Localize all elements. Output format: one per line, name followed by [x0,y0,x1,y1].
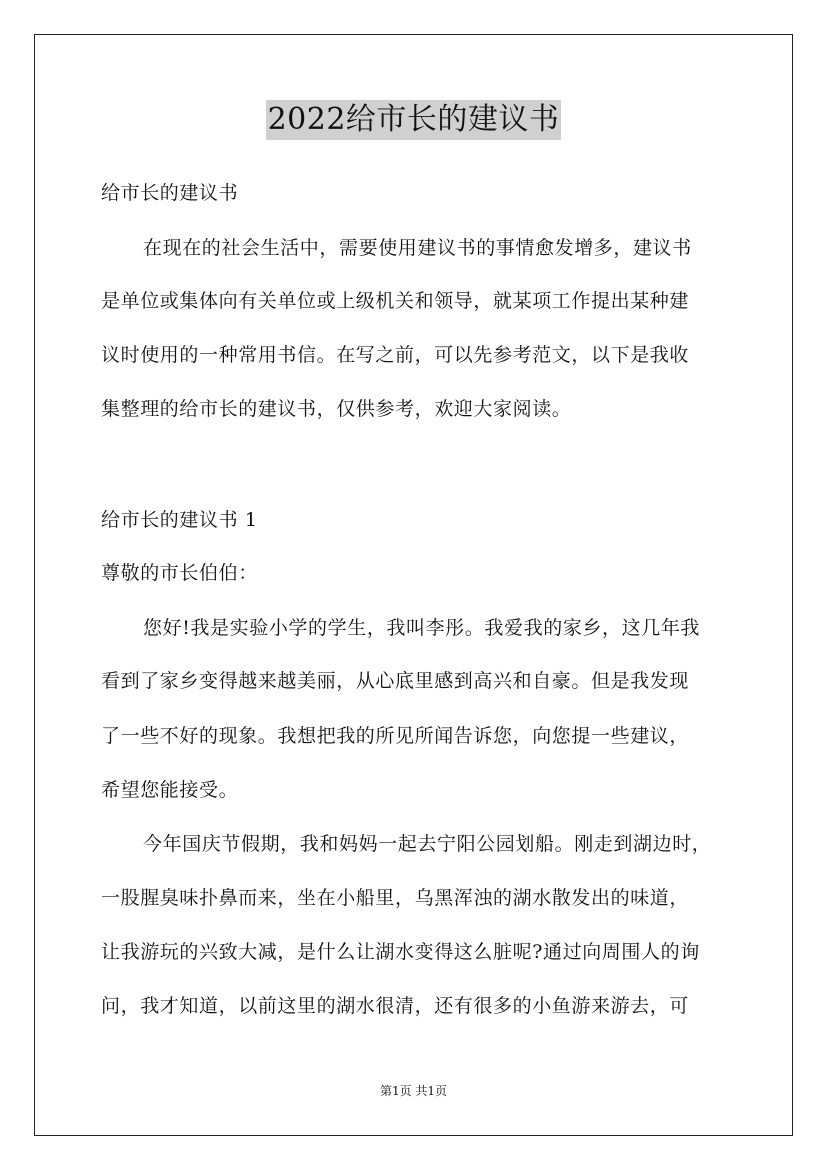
paragraph-line: 让我游玩的兴致大减，是什么让湖水变得这么脏呢?通过向周围人的询 [101,941,700,963]
document-title: 2022给市长的建议书 [266,100,562,140]
page-number-footer: 第1页 共1页 [379,1084,448,1098]
section-heading: 给市长的建议书 1 [101,509,258,531]
paragraph-line: 是单位或集体向有关单位或上级机关和领导，就某项工作提出某种建 [101,290,690,312]
paragraph-line: 今年国庆节假期，我和妈妈一起去宁阳公园划船。刚走到湖边时， [143,833,712,855]
paragraph-line: 一股腥臭味扑鼻而来，坐在小船里，乌黑浑浊的湖水散发出的味道， [101,887,690,909]
paragraph-line: 集整理的给市长的建议书，仅供参考，欢迎大家阅读。 [101,398,572,420]
paragraph-line: 问，我才知道，以前这里的湖水很清，还有很多的小鱼游来游去，可 [101,995,690,1017]
paragraph-line: 看到了家乡变得越来越美丽，从心底里感到高兴和自豪。但是我发现 [101,670,690,692]
subtitle-line: 给市长的建议书 [101,182,239,204]
paragraph-line: 了一些不好的现象。我想把我的所见所闻告诉您，向您提一些建议， [101,725,690,747]
salutation: 尊敬的市长伯伯： [101,562,258,584]
paragraph-line: 在现在的社会生活中，需要使用建议书的事情愈发增多，建议书 [143,237,692,259]
title-container [0,100,827,140]
paragraph-line: 您好!我是实验小学的学生，我叫李彤。我爱我的家乡，这几年我 [143,617,701,639]
paragraph-line: 议时使用的一种常用书信。在写之前，可以先参考范文，以下是我收 [101,344,690,366]
paragraph-line: 希望您能接受。 [101,779,239,801]
